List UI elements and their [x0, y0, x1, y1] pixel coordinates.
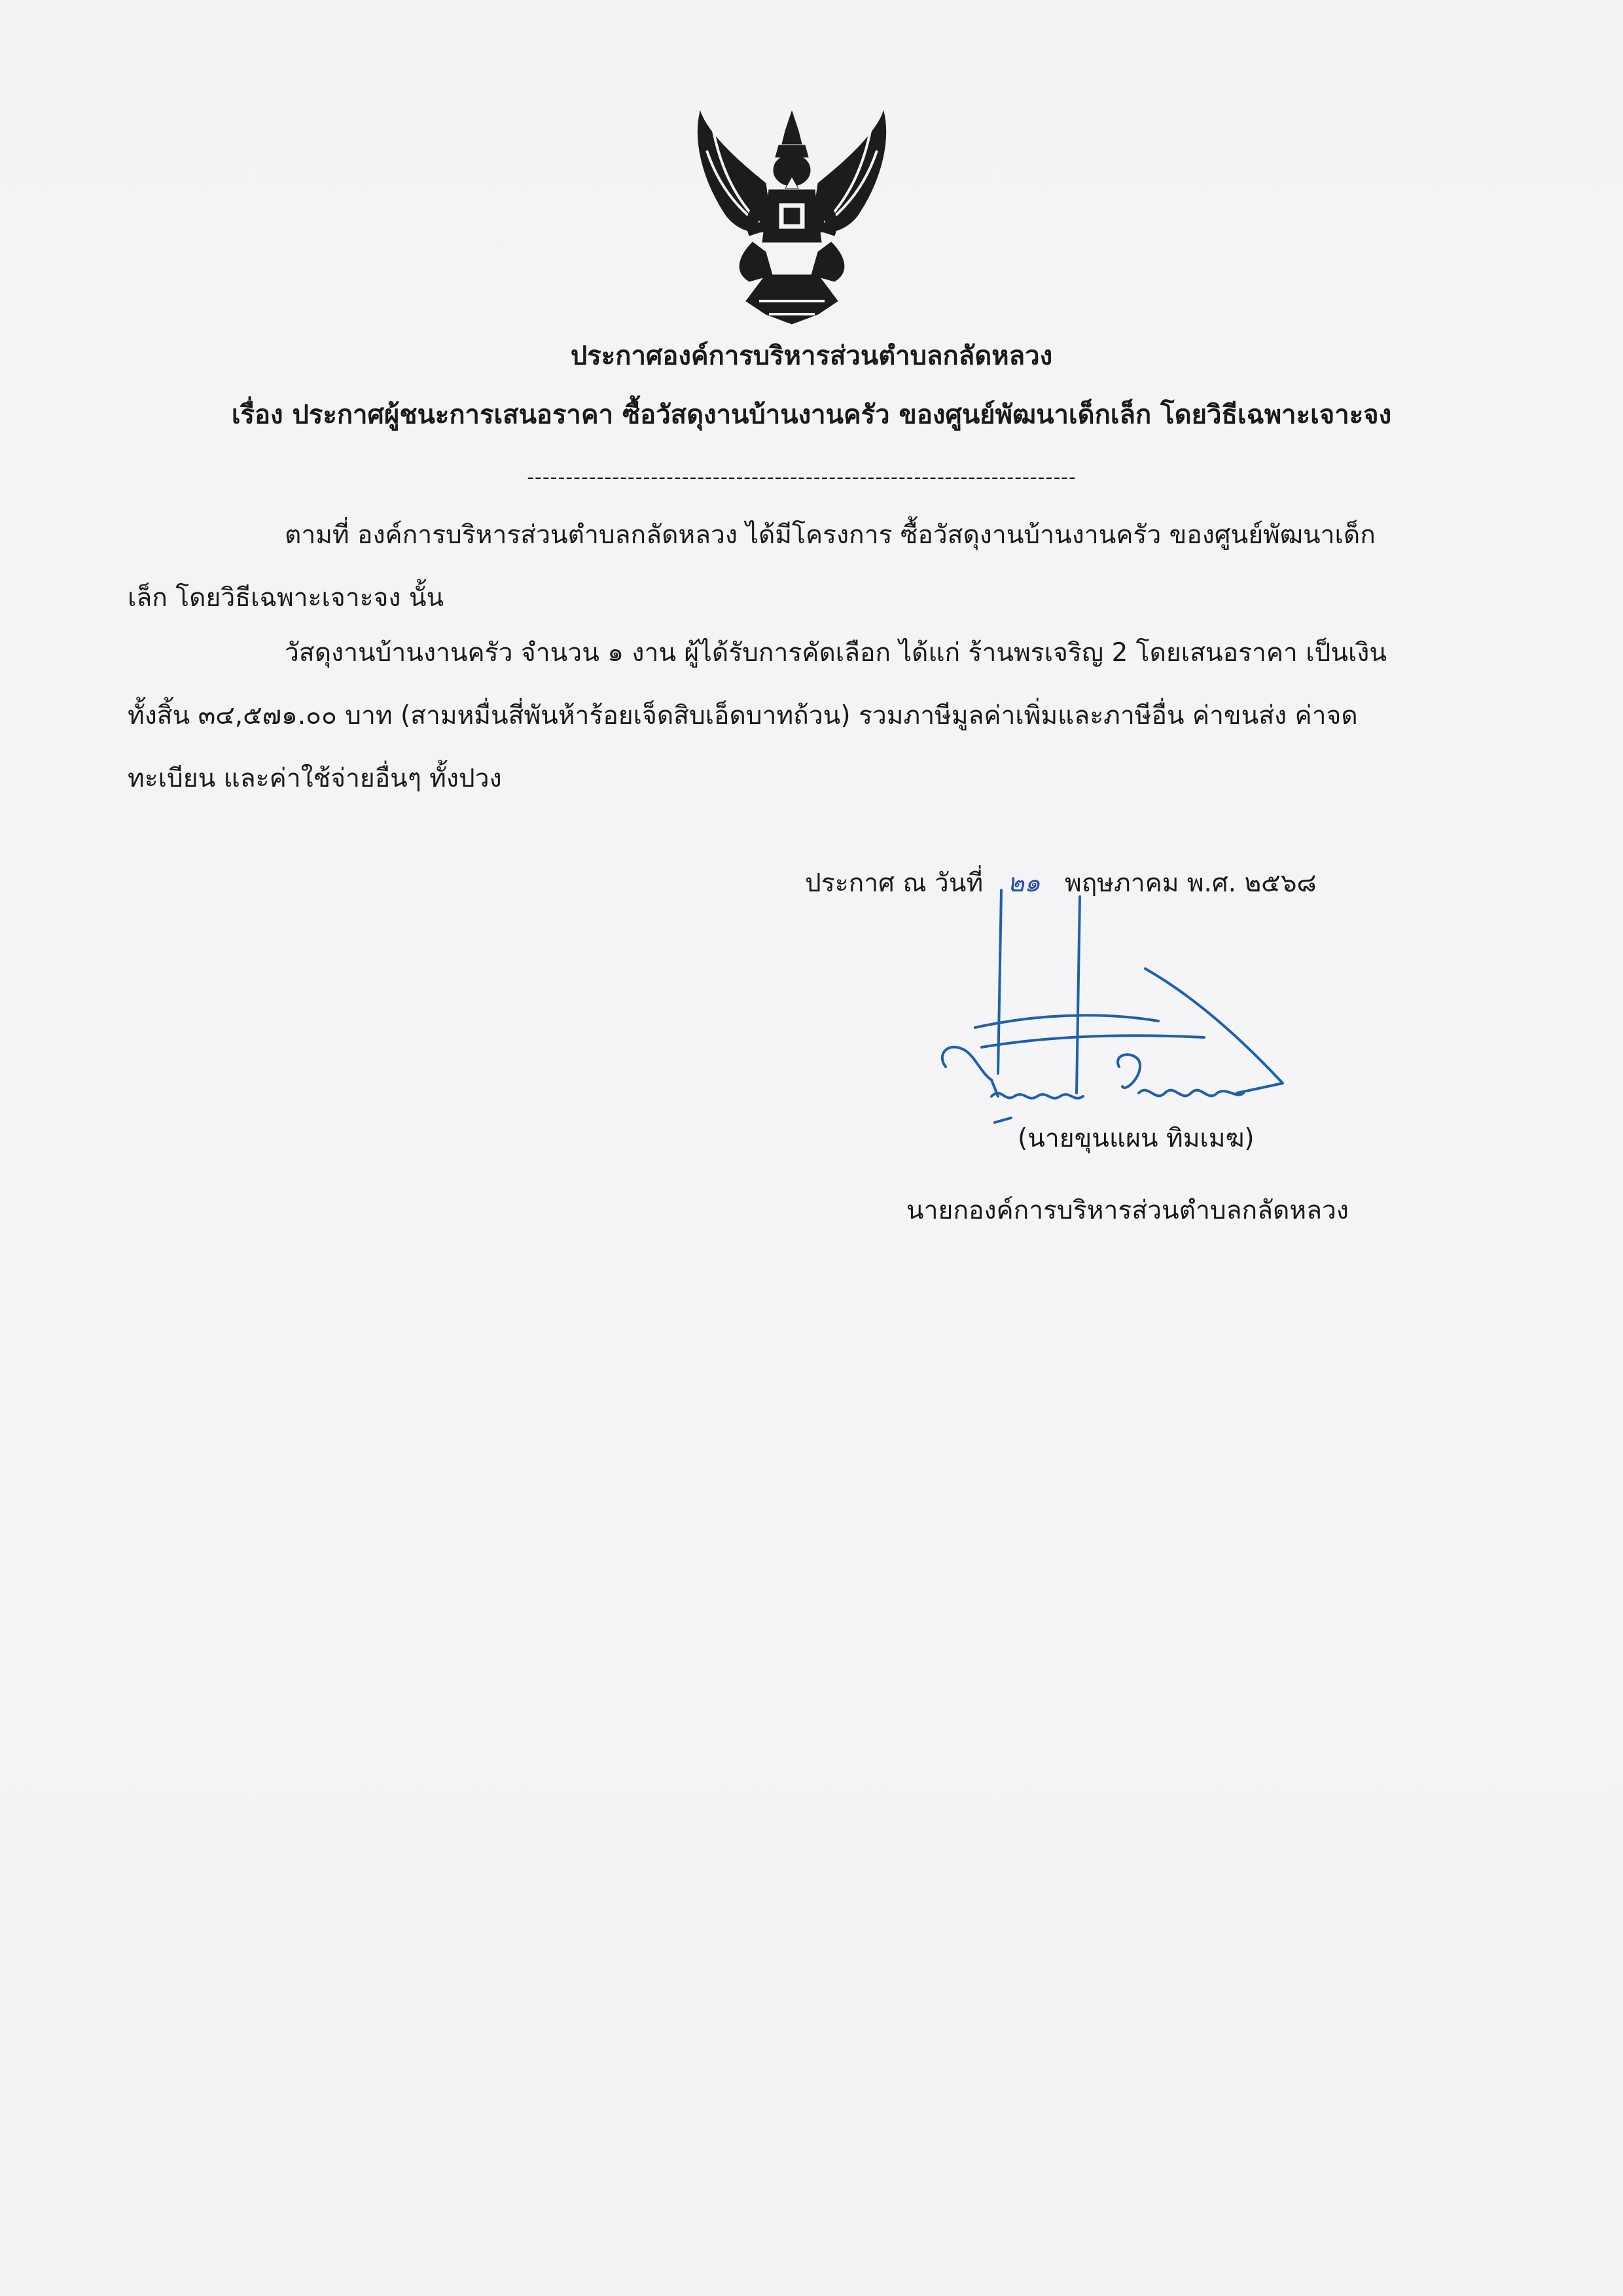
- date-month-year: พฤษภาคม พ.ศ. ๒๕๖๘: [1064, 869, 1317, 898]
- signatory-position: นายกองค์การบริหารส่วนตำบลกลัดหลวง: [906, 1196, 1349, 1225]
- paragraph-award-line-3: ทะเบียน และค่าใช้จ่ายอื่นๆ ทั้งปวง: [128, 764, 502, 793]
- document-subject: เรื่อง ประกาศผู้ชนะการเสนอราคา ซื้อวัสดุงานบ้านงานครัว ของศูนย์พัฒนาเด็กเล็ก โดยวิธีเฉพาะเจาะจง: [231, 400, 1392, 430]
- paragraph-award-line-2: ทั้งสิ้น ๓๔,๕๗๑.๐๐ บาท (สามหมื่นสี่พันห้าร้อยเจ็ดสิบเอ็ดบาทถ้วน) รวมภาษีมูลค่าเพิ่มและภาษีอื่น ค่าขนส่ง ค่าจด: [128, 701, 1358, 730]
- paragraph-award-line-1: วัสดุงานบ้านงานครัว จำนวน ๑ งาน ผู้ได้รับการคัดเลือก ได้แก่ ร้านพรเจริญ 2 โดยเสนอราคา เป็นเงิน: [285, 638, 1387, 668]
- document-title: ประกาศองค์การบริหารส่วนตำบลกลัดหลวง: [570, 341, 1053, 371]
- signatory-name: (นายขุนแผน ทิมเมฆ): [1018, 1124, 1255, 1153]
- paragraph-intro-line-1: ตามที่ องค์การบริหารส่วนตำบลกลัดหลวง ได้มีโครงการ ซื้อวัสดุงานบ้านงานครัว ของศูนย์พัฒนาเด็ก: [285, 520, 1376, 550]
- paragraph-intro: [128, 504, 1463, 630]
- paragraph-award: [128, 622, 1463, 810]
- handwritten-signature: [929, 877, 1322, 1132]
- garuda-emblem-icon: [687, 105, 897, 340]
- date-day-handwritten: ๒๑: [1007, 869, 1041, 898]
- separator-line: -----------------------------------------------------------------------: [527, 466, 1077, 489]
- paragraph-intro-line-2: เล็ก โดยวิธีเฉพาะเจาะจง นั้น: [128, 583, 444, 613]
- date-prefix: ประกาศ ณ วันที่: [805, 869, 984, 898]
